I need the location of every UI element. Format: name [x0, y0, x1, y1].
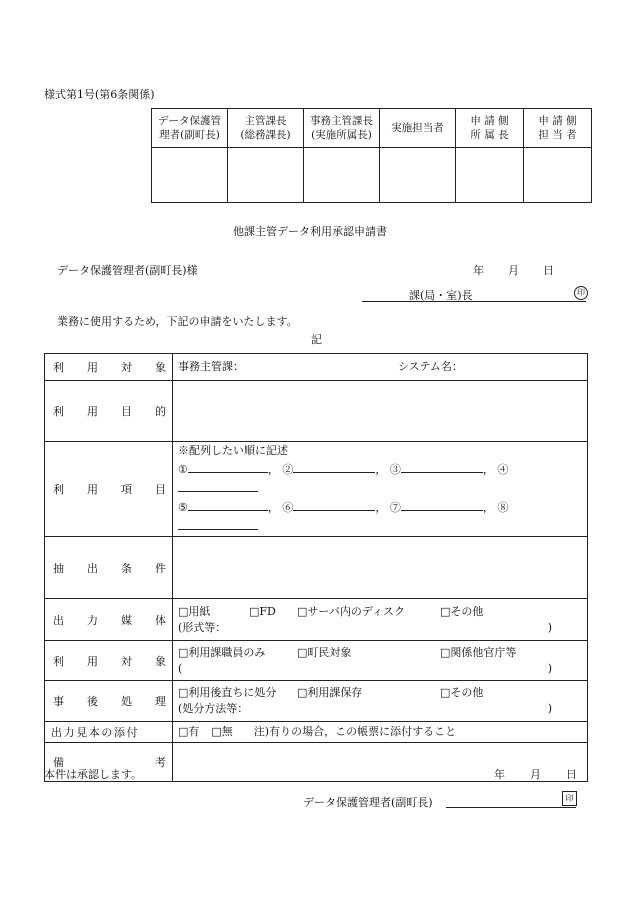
approval-signature-row	[152, 148, 592, 203]
approve-month-label: 月	[530, 768, 541, 781]
method-label: (処分方法等：	[178, 702, 249, 715]
row-media	[45, 599, 588, 641]
item-field[interactable]	[401, 498, 483, 511]
sample-label: 出力見本の添付	[45, 722, 173, 743]
approval-header-line: 担 当 者	[538, 129, 577, 141]
approval-stamp-box[interactable]	[228, 148, 304, 203]
item-separator: ，	[375, 463, 387, 476]
approval-header-line: 事務主管課長	[310, 115, 373, 127]
item-number: ②	[282, 463, 294, 476]
approver-signature-line[interactable]	[446, 806, 576, 808]
date-year-label: 年	[473, 264, 484, 277]
label-cell	[45, 599, 173, 641]
label-char: 抽	[53, 561, 64, 575]
applicant-seal	[574, 285, 588, 300]
media-format-line	[178, 620, 582, 636]
checkbox-residents[interactable]: □町民対象	[297, 645, 352, 659]
item-separator: ，	[267, 501, 279, 514]
seal-mark: 印	[574, 286, 588, 300]
label-char: 考	[155, 756, 166, 769]
checkbox-other[interactable]: □その他	[440, 686, 484, 699]
approval-header-line: 申 請 側	[538, 115, 577, 127]
seal-mark: 印	[562, 791, 577, 806]
applicant-label: 課(局・室)長	[409, 289, 473, 302]
open-paren: (	[178, 661, 183, 675]
label-char: 用	[87, 405, 98, 418]
item-separator: ，	[267, 463, 279, 476]
approval-header-cell	[304, 109, 380, 148]
approval-header-line: (総務課長)	[240, 129, 291, 141]
row-purpose	[45, 381, 588, 442]
item-separator: ，	[375, 501, 387, 514]
checkbox-other-agencies[interactable]: □関係他官庁等	[440, 645, 517, 659]
row-users	[45, 641, 588, 681]
item-field[interactable]	[293, 460, 375, 473]
approval-stamp-table	[151, 108, 592, 203]
label-cell	[45, 354, 173, 381]
label-char: 利	[53, 483, 64, 496]
users-cell	[173, 641, 588, 681]
row-items	[45, 442, 588, 537]
item-number: ③	[389, 463, 401, 476]
label-char: 理	[155, 695, 166, 708]
label-char: 件	[155, 561, 166, 575]
checkbox-fd[interactable]: □FD	[249, 604, 276, 618]
media-options	[178, 604, 582, 620]
checkbox-staff-only[interactable]: □利用課職員のみ	[178, 645, 266, 659]
date-month-label: 月	[508, 264, 519, 277]
approval-header-cell	[228, 109, 304, 148]
item-field[interactable]	[188, 460, 268, 473]
date-day-label: 日	[543, 264, 554, 277]
label-char: 条	[121, 561, 132, 575]
label-char: 利	[53, 361, 64, 374]
approve-text: 本件は承認します。	[44, 768, 143, 781]
checkbox-yes[interactable]: □有	[178, 725, 200, 738]
row-conditions	[45, 537, 588, 599]
approval-header-line: 理者(副町長)	[159, 129, 220, 141]
approval-stamp-box[interactable]	[380, 148, 456, 203]
row-target-system	[45, 354, 588, 381]
users-options	[178, 645, 582, 661]
approval-header-line: 所 属 長	[470, 129, 509, 141]
items-cell	[173, 442, 588, 537]
label-char: 用	[87, 361, 98, 374]
label-char: 象	[155, 654, 166, 668]
label-char: 対	[121, 361, 132, 374]
checkbox-other[interactable]: □その他	[440, 604, 484, 618]
document-title: 他課主管データ利用承認申請書	[233, 225, 387, 238]
target-system-cell[interactable]	[173, 354, 588, 381]
label-cell	[45, 641, 173, 681]
approval-header-line: (実施所属長)	[311, 129, 372, 141]
close-paren: )	[547, 620, 552, 634]
applicant-signature-line[interactable]	[362, 300, 586, 302]
item-field[interactable]	[293, 498, 375, 511]
label-char: 利	[53, 654, 64, 668]
item-number: ①	[178, 463, 188, 476]
close-paren: )	[547, 661, 552, 675]
approval-header-cell	[152, 109, 228, 148]
row-sample	[45, 722, 588, 743]
item-field[interactable]	[178, 517, 258, 530]
approval-stamp-box[interactable]	[456, 148, 524, 203]
label-char: 的	[155, 405, 166, 418]
label-char: 象	[155, 361, 166, 374]
label-char: 用	[87, 483, 98, 496]
label-char: 出	[87, 561, 98, 575]
checkbox-keep-in-dept[interactable]: □利用課保存	[297, 686, 363, 699]
approval-stamp-box[interactable]	[524, 148, 592, 203]
label-char: 項	[121, 483, 132, 496]
intro-text: 業務に使用するため，下記の申請をいたします。	[57, 315, 298, 328]
approve-year-label: 年	[494, 768, 505, 781]
label-cell	[45, 381, 173, 442]
system-label: システム名：	[398, 360, 463, 373]
approval-stamp-box[interactable]	[304, 148, 380, 203]
item-separator: ，	[482, 463, 494, 476]
approver-seal	[562, 791, 577, 806]
approver-label: データ保護管理者(副町長)	[303, 796, 433, 809]
approval-header-cell	[524, 109, 592, 148]
purpose-field[interactable]	[173, 381, 588, 442]
dept-label: 事務主管課：	[178, 360, 244, 373]
approval-header-line: 主管課長	[244, 115, 287, 127]
items-line-2	[178, 498, 582, 536]
sample-note: 注)有りの場合，この帳票に添付すること	[253, 725, 457, 738]
form-number: 様式第1号(第6条関係)	[44, 88, 155, 101]
checkbox-no[interactable]: □無	[211, 725, 233, 738]
checkbox-server-disk[interactable]: □サーバ内のディスク	[297, 604, 405, 618]
format-label: (形式等：	[178, 620, 227, 634]
label-char: 用	[87, 654, 98, 668]
approval-header-row	[152, 109, 592, 148]
item-separator: ，	[482, 501, 494, 514]
row-disposal	[45, 681, 588, 722]
item-number: ④	[497, 463, 509, 476]
approval-header-line: データ保護管	[158, 115, 221, 127]
disposal-cell	[173, 681, 588, 722]
label-char: 後	[87, 695, 98, 708]
label-char: 出	[53, 613, 64, 627]
disposal-method-line	[178, 701, 582, 717]
checkbox-dispose-after-use[interactable]: □利用後直ちに処分	[178, 686, 277, 699]
items-line-1	[178, 460, 582, 498]
item-number: ⑤	[178, 501, 188, 514]
approval-header-cell	[456, 109, 524, 148]
label-char: 利	[53, 405, 64, 418]
label-char: 体	[155, 613, 166, 627]
item-number: ⑥	[282, 501, 294, 514]
label-char: 目	[155, 483, 166, 496]
ki-heading: 記	[311, 333, 322, 346]
users-detail-line	[178, 661, 582, 677]
remarks-field[interactable]	[173, 743, 588, 782]
addressee: データ保護管理者(副町長)様	[57, 264, 198, 277]
approval-header-line: 申 請 側	[470, 115, 509, 127]
approve-day-label: 日	[566, 768, 577, 781]
label-char: 媒	[121, 613, 132, 627]
request-details-table	[44, 353, 588, 782]
label-char: 事	[53, 695, 64, 708]
label-cell	[45, 537, 173, 599]
item-number: ⑦	[389, 501, 401, 514]
label-char: 備	[53, 756, 64, 769]
label-char: 処	[121, 695, 132, 708]
label-cell	[45, 681, 173, 722]
label-char: 力	[87, 613, 98, 627]
approval-stamp-box[interactable]	[152, 148, 228, 203]
item-field[interactable]	[188, 498, 268, 511]
label-char: 目	[121, 405, 132, 418]
items-note: ※配列したい順に記述	[178, 444, 288, 457]
sample-cell	[173, 722, 588, 743]
checkbox-paper[interactable]: □用紙	[178, 604, 211, 618]
approval-header-line: 実施担当者	[391, 122, 444, 134]
conditions-field[interactable]	[173, 537, 588, 599]
item-number: ⑧	[497, 501, 509, 514]
approval-header-cell	[380, 109, 456, 148]
label-cell	[45, 442, 173, 537]
label-char: 対	[121, 654, 132, 668]
close-paren: )	[547, 702, 552, 715]
disposal-options	[178, 685, 582, 701]
item-field[interactable]	[401, 460, 483, 473]
item-field[interactable]	[178, 479, 258, 492]
media-cell	[173, 599, 588, 641]
